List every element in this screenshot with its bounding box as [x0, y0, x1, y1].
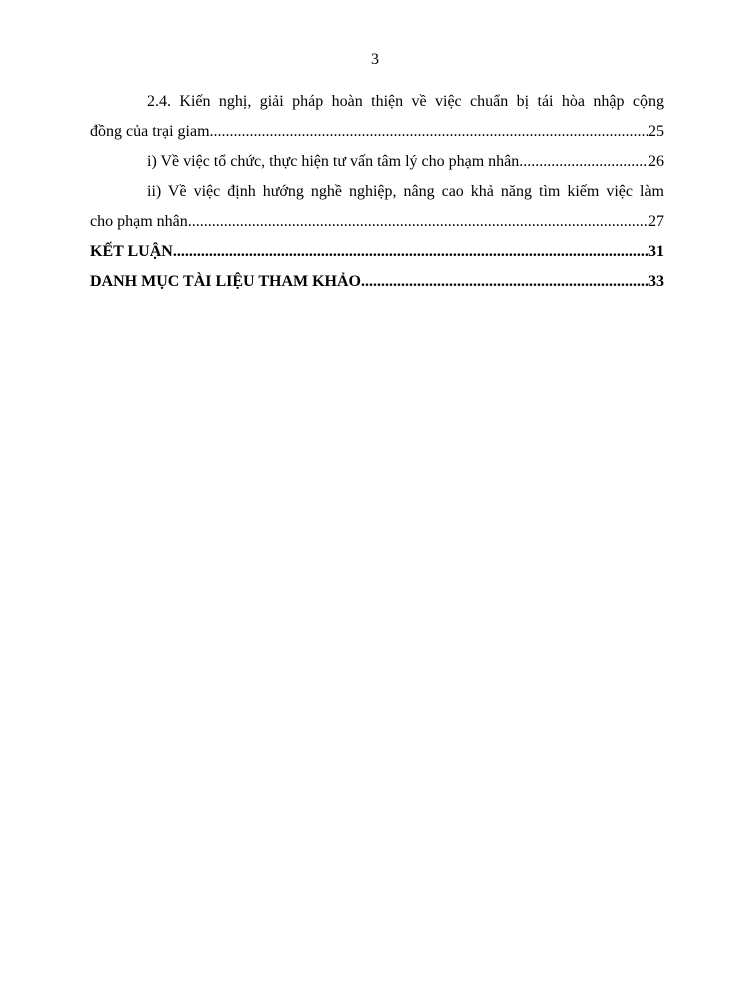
toc-entry-ii-page: 27 — [648, 213, 664, 230]
dot-leader — [188, 207, 648, 237]
toc-entry-references-text: DANH MỤC TÀI LIỆU THAM KHẢO — [90, 273, 361, 290]
dot-leader — [210, 117, 648, 147]
dot-leader — [519, 147, 648, 177]
toc-entry-2-4-text: đồng của trại giam — [90, 123, 210, 140]
toc-entry-conclusion-page: 31 — [648, 243, 664, 260]
toc-entry-conclusion[interactable] — [90, 237, 664, 267]
dot-leader — [173, 237, 648, 267]
toc-entry-references-page: 33 — [648, 273, 664, 290]
dot-leader — [361, 267, 648, 297]
toc-entry-i[interactable] — [90, 147, 664, 177]
toc-entry-2-4-page: 25 — [648, 123, 664, 140]
toc-entry-2-4-line1[interactable]: 2.4. Kiến nghị, giải pháp hoàn thiện về việc chuẩn bị tái hòa nhập cộng — [147, 93, 664, 110]
table-of-contents — [90, 87, 664, 297]
toc-entry-conclusion-text: KẾT LUẬN — [90, 243, 173, 260]
toc-entry-ii-line1[interactable]: ii) Về việc định hướng nghề nghiệp, nâng cao khả năng tìm kiếm việc làm — [147, 183, 664, 200]
page-number: 3 — [371, 51, 379, 68]
toc-entry-references[interactable] — [90, 267, 664, 297]
toc-entry-i-page: 26 — [648, 153, 664, 170]
toc-entry-ii-line2[interactable] — [90, 207, 664, 237]
toc-entry-2-4-line2[interactable] — [90, 117, 664, 147]
toc-entry-i-text: i) Về việc tổ chức, thực hiện tư vấn tâm lý cho phạm nhân — [147, 153, 520, 170]
toc-entry-ii-text: cho phạm nhân — [90, 213, 188, 230]
